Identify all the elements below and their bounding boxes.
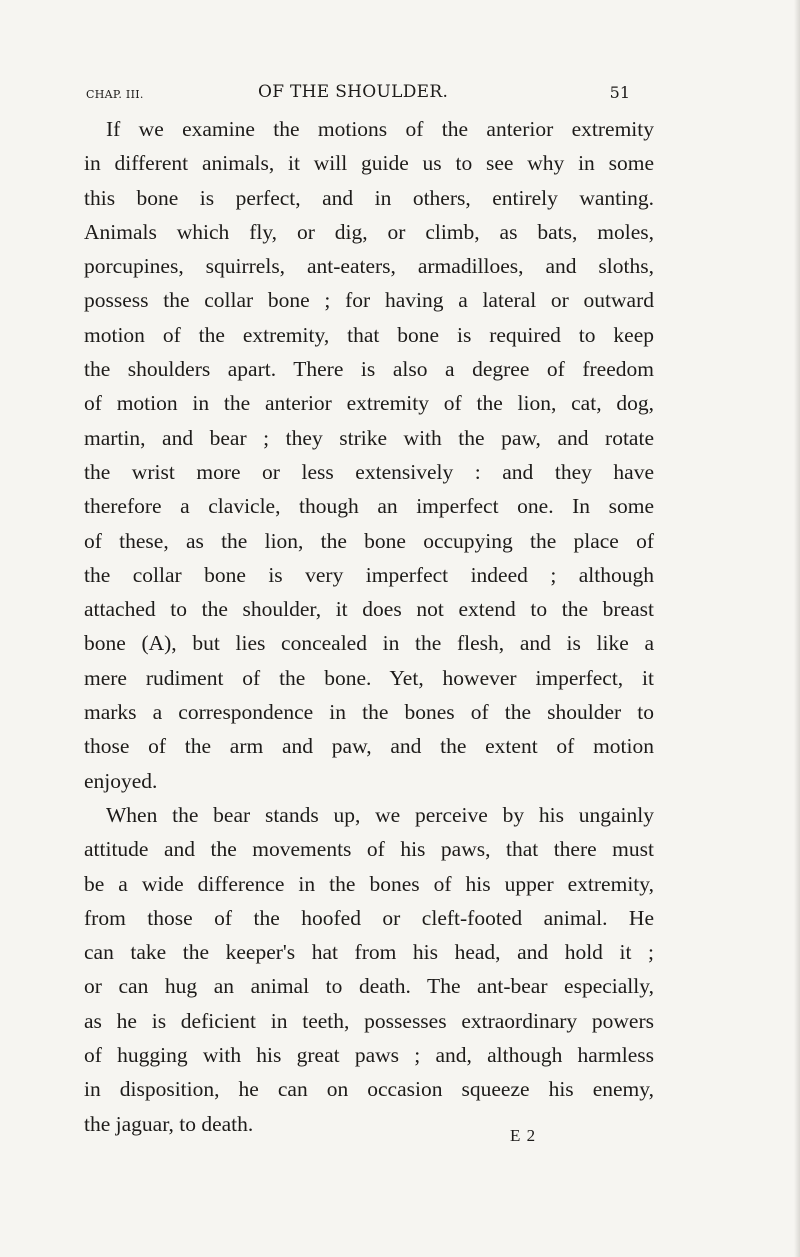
text-line: of motion in the anterior extremity of the lion, cat, dog, (84, 391, 654, 416)
page-edge (794, 0, 800, 1257)
text-line: the jaguar, to death. (84, 1111, 254, 1136)
text-line: martin, and bear ; they strike with the paw, and rotate (84, 425, 654, 450)
text-line: in different animals, it will guide us to see why in some (84, 151, 654, 176)
text-line: or can hug an animal to death. The ant-bear especially, (84, 974, 654, 999)
text-line: enjoyed. (84, 768, 158, 793)
text-line: this bone is perfect, and in others, entirely wanting. (84, 185, 654, 210)
text-line: in disposition, he can on occasion squeeze his enemy, (84, 1077, 654, 1102)
text-line: therefore a clavicle, though an imperfect one. In some (84, 494, 654, 519)
text-line: from those of the hoofed or cleft-footed animal. He (84, 905, 654, 930)
text-line: those of the arm and paw, and the extent of motion (84, 734, 654, 759)
text-line: of these, as the lion, the bone occupying the place of (84, 528, 654, 553)
text-line: mere rudiment of the bone. Yet, however imperfect, it (84, 665, 654, 690)
body-text (84, 112, 654, 1141)
text-line: porcupines, squirrels, ant-eaters, armadilloes, and sloths, (84, 254, 654, 279)
signature-mark: E 2 (510, 1126, 537, 1145)
text-line: the collar bone is very imperfect indeed ; although (84, 562, 654, 587)
text-line: attitude and the movements of his paws, that there must (84, 837, 654, 862)
text-line: When the bear stands up, we perceive by his ungainly (106, 802, 654, 827)
text-line: the wrist more or less extensively : and they have (84, 459, 654, 484)
running-head (0, 82, 800, 106)
text-line: bone (A), but lies concealed in the flesh, and is like a (84, 631, 654, 656)
text-line: of hugging with his great paws ; and, although harmless (84, 1043, 654, 1068)
page-number: 51 (609, 83, 630, 102)
text-line: possess the collar bone ; for having a lateral or outward (84, 288, 654, 313)
text-line: Animals which fly, or dig, or climb, as bats, moles, (84, 219, 654, 244)
text-line: as he is deficient in teeth, possesses extraordinary powers (84, 1008, 654, 1033)
running-head-chapter: CHAP. III. (86, 88, 144, 101)
text-line: the shoulders apart. There is also a degree of freedom (84, 357, 654, 382)
text-line: can take the keeper's hat from his head, and hold it ; (84, 940, 654, 965)
text-line: motion of the extremity, that bone is required to keep (84, 322, 654, 347)
text-line: marks a correspondence in the bones of the shoulder to (84, 700, 654, 725)
text-line: attached to the shoulder, it does not extend to the breast (84, 597, 654, 622)
running-head-title: OF THE SHOULDER. (258, 82, 449, 102)
text-line: If we examine the motions of the anterior extremity (106, 117, 654, 141)
text-line: be a wide difference in the bones of his upper extremity, (84, 871, 654, 896)
